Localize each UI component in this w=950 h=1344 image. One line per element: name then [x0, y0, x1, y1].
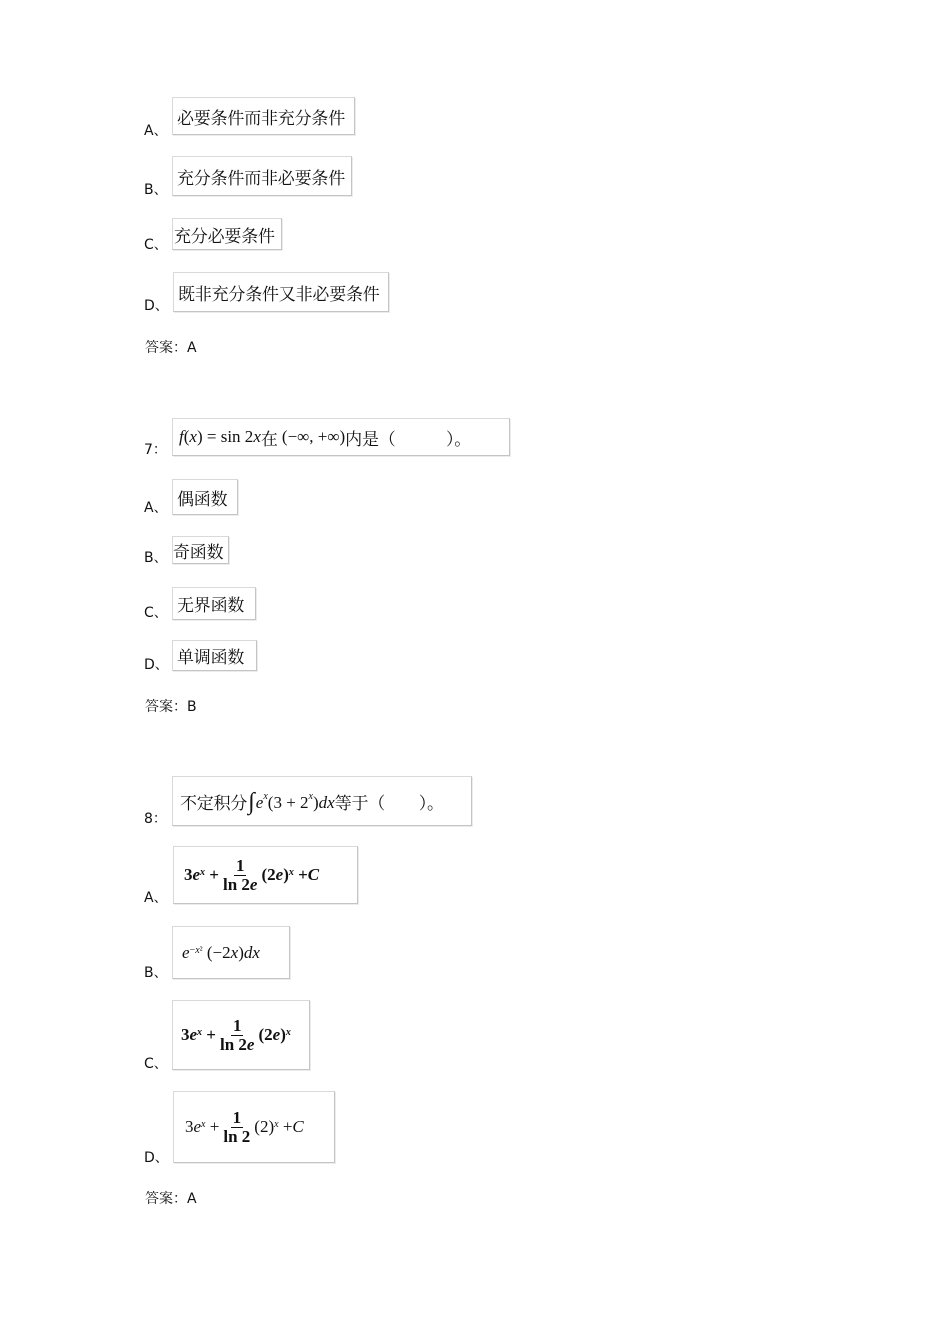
option-label-d: D、: [144, 1150, 169, 1166]
option-box-c: [172, 587, 256, 620]
question-number-7: 7：: [144, 442, 167, 458]
stem-zai: 在: [260, 429, 278, 449]
answer-q8: 答案：A: [145, 1191, 197, 1207]
option-text-a: 偶函数: [177, 489, 228, 510]
question-number-8: 8：: [144, 811, 167, 827]
option-box-c: [172, 218, 282, 250]
option-text-d: 单调函数: [177, 648, 245, 668]
option-box-d: [173, 272, 389, 312]
option-label-b: B、: [144, 182, 168, 198]
option-box-b: [172, 156, 352, 196]
stem-tail: 等于（ ）。: [334, 793, 444, 814]
option-box-d: [172, 640, 257, 671]
stem-prefix: 不定积分: [180, 793, 248, 814]
answer-q7: 答案：B: [145, 699, 197, 715]
option-text-b: 奇函数: [173, 542, 224, 563]
option-formula-a: 3 e $^x$ + $\frac{1}{\ln 2e}$ (2 e ) $^x$ + C: [173, 846, 358, 904]
option-label-c: C、: [144, 605, 168, 621]
option-label-d: D、: [144, 657, 169, 673]
option-label-d: D、: [144, 298, 169, 314]
option-formula-b: e $^{-x ^2}$ (−2 x ) dx: [172, 926, 290, 979]
option-label-c: C、: [144, 237, 168, 253]
option-label-c: C、: [144, 1056, 168, 1072]
option-label-a: A、: [144, 123, 168, 139]
stem-variable: x: [189, 427, 197, 446]
option-text-d: 既非充分条件又非必要条件: [178, 284, 380, 305]
option-box-a: [172, 97, 355, 135]
option-text-b: 充分条件而非必要条件: [177, 168, 345, 189]
question-stem-8: [172, 776, 472, 826]
option-formula-d: 3 e $^x$ + $\frac{1}{\ln 2}$ (2) $^x$ + C: [173, 1091, 335, 1163]
stem-equation: = sin 2: [206, 427, 254, 446]
option-label-a: A、: [144, 890, 168, 906]
question-stem-7: f ( x ) = sin 2 x 在 (−∞, +∞) 内是（ ）。: [172, 418, 510, 456]
stem-tail: 内是（ ）。: [345, 429, 472, 449]
stem-integral: $\int e^x(3 + 2^x)dx$: [248, 788, 335, 815]
option-text-c: 无界函数: [177, 596, 245, 616]
option-box-b: [172, 536, 229, 564]
stem-function-name: f: [179, 427, 184, 446]
answer-q6: 答案：A: [145, 340, 197, 356]
option-text-a: 必要条件而非充分条件: [177, 108, 345, 129]
stem-interval: (−∞, +∞): [281, 427, 346, 446]
option-box-a: [172, 479, 238, 515]
option-formula-c: 3 e $^x$ + $\frac{1}{\ln 2e}$ (2 e ) $^x$: [172, 1000, 310, 1070]
option-label-b: B、: [144, 550, 168, 566]
option-text-c: 充分必要条件: [174, 226, 275, 247]
option-label-a: A、: [144, 500, 168, 516]
option-label-b: B、: [144, 965, 168, 981]
